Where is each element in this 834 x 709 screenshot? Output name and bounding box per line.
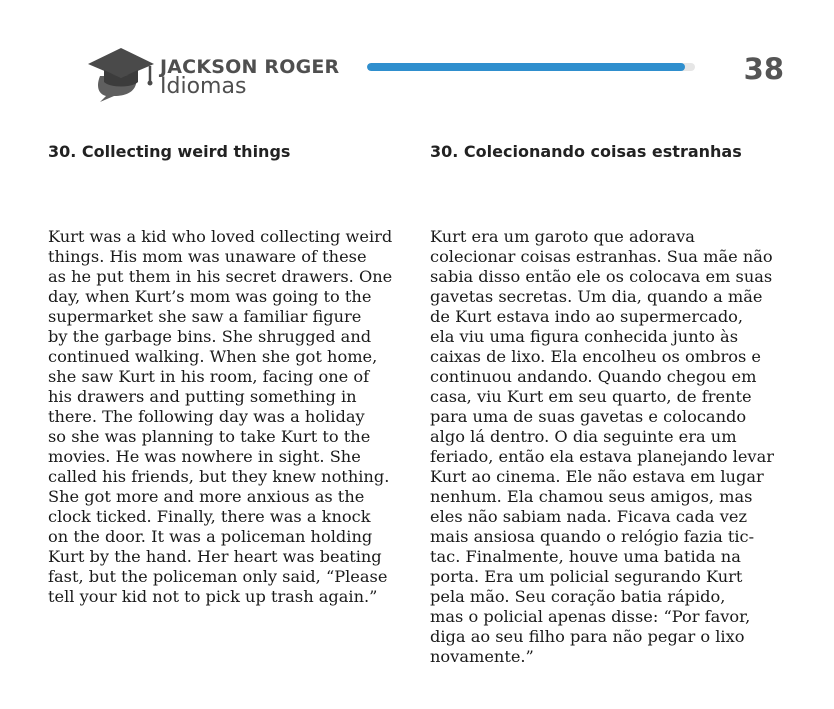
story-line: mais ansiosa quando o relógio fazia tic- — [430, 527, 755, 546]
story-line: she saw Kurt in his room, facing one of — [48, 367, 370, 386]
story-line: ela viu uma figura conhecida junto às — [430, 327, 739, 346]
english-story-title: 30. Collecting weird things — [48, 142, 291, 161]
story-line: continued walking. When she got home, — [48, 347, 378, 366]
story-line: diga ao seu filho para não pegar o lixo — [430, 627, 745, 646]
story-line: so she was planning to take Kurt to the — [48, 427, 371, 446]
portuguese-story-text — [430, 227, 802, 667]
story-line: Kurt era um garoto que adorava — [430, 227, 695, 246]
story-line: day, when Kurt’s mom was going to the — [48, 287, 372, 306]
story-line: para uma de suas gavetas e colocando — [430, 407, 747, 426]
progress-bar-fill — [367, 63, 685, 71]
story-line: porta. Era um policial segurando Kurt — [430, 567, 743, 586]
story-line: sabia disso então ele os colocava em suas — [430, 267, 773, 286]
story-line: his drawers and putting something in — [48, 387, 357, 406]
story-line: caixas de lixo. Ela encolheu os ombros e — [430, 347, 761, 366]
page-number: 38 — [743, 52, 784, 86]
story-line: colecionar coisas estranhas. Sua mãe não — [430, 247, 773, 266]
story-line: fast, but the policeman only said, “Please — [48, 567, 388, 586]
story-line: She got more and more anxious as the — [48, 487, 365, 506]
story-line: nenhum. Ela chamou seus amigos, mas — [430, 487, 753, 506]
graduation-cap-speech-bubble-icon — [86, 46, 156, 102]
story-line: as he put them in his secret drawers. One — [48, 267, 393, 286]
story-line: mas o policial apenas disse: “Por favor, — [430, 607, 751, 626]
story-line: algo lá dentro. O dia seguinte era um — [430, 427, 737, 446]
story-line: Kurt ao cinema. Ele não estava em lugar — [430, 467, 764, 486]
story-line: tac. Finalmente, houve uma batida na — [430, 547, 741, 566]
page-header — [0, 0, 834, 110]
story-line: by the garbage bins. She shrugged and — [48, 327, 372, 346]
brand-name: JACKSON ROGER — [160, 56, 340, 78]
story-line: supermarket she saw a familiar figure — [48, 307, 362, 326]
portuguese-story-title: 30. Colecionando coisas estranhas — [430, 142, 742, 161]
story-line: feriado, então ela estava planejando levar — [430, 447, 774, 466]
story-line: continuou andando. Quando chegou em — [430, 367, 757, 386]
progress-bar — [367, 63, 695, 71]
story-line: gavetas secretas. Um dia, quando a mãe — [430, 287, 763, 306]
story-line: there. The following day was a holiday — [48, 407, 365, 426]
story-line: pela mão. Seu coração batia rápido, — [430, 587, 726, 606]
story-line: called his friends, but they knew nothing. — [48, 467, 390, 486]
story-line: things. His mom was unaware of these — [48, 247, 367, 266]
story-line: clock ticked. Finally, there was a knock — [48, 507, 371, 526]
story-line: novamente.” — [430, 647, 534, 666]
story-line: Kurt by the hand. Her heart was beating — [48, 547, 382, 566]
story-line: de Kurt estava indo ao supermercado, — [430, 307, 744, 326]
english-story-text — [48, 227, 420, 607]
brand-subtitle: Idiomas — [160, 74, 247, 99]
story-line: tell your kid not to pick up trash again.” — [48, 587, 378, 606]
story-line: on the door. It was a policeman holding — [48, 527, 373, 546]
story-line: eles não sabiam nada. Ficava cada vez — [430, 507, 747, 526]
story-line: Kurt was a kid who loved collecting weird — [48, 227, 393, 246]
story-line: casa, viu Kurt em seu quarto, de frente — [430, 387, 752, 406]
story-line: movies. He was nowhere in sight. She — [48, 447, 361, 466]
